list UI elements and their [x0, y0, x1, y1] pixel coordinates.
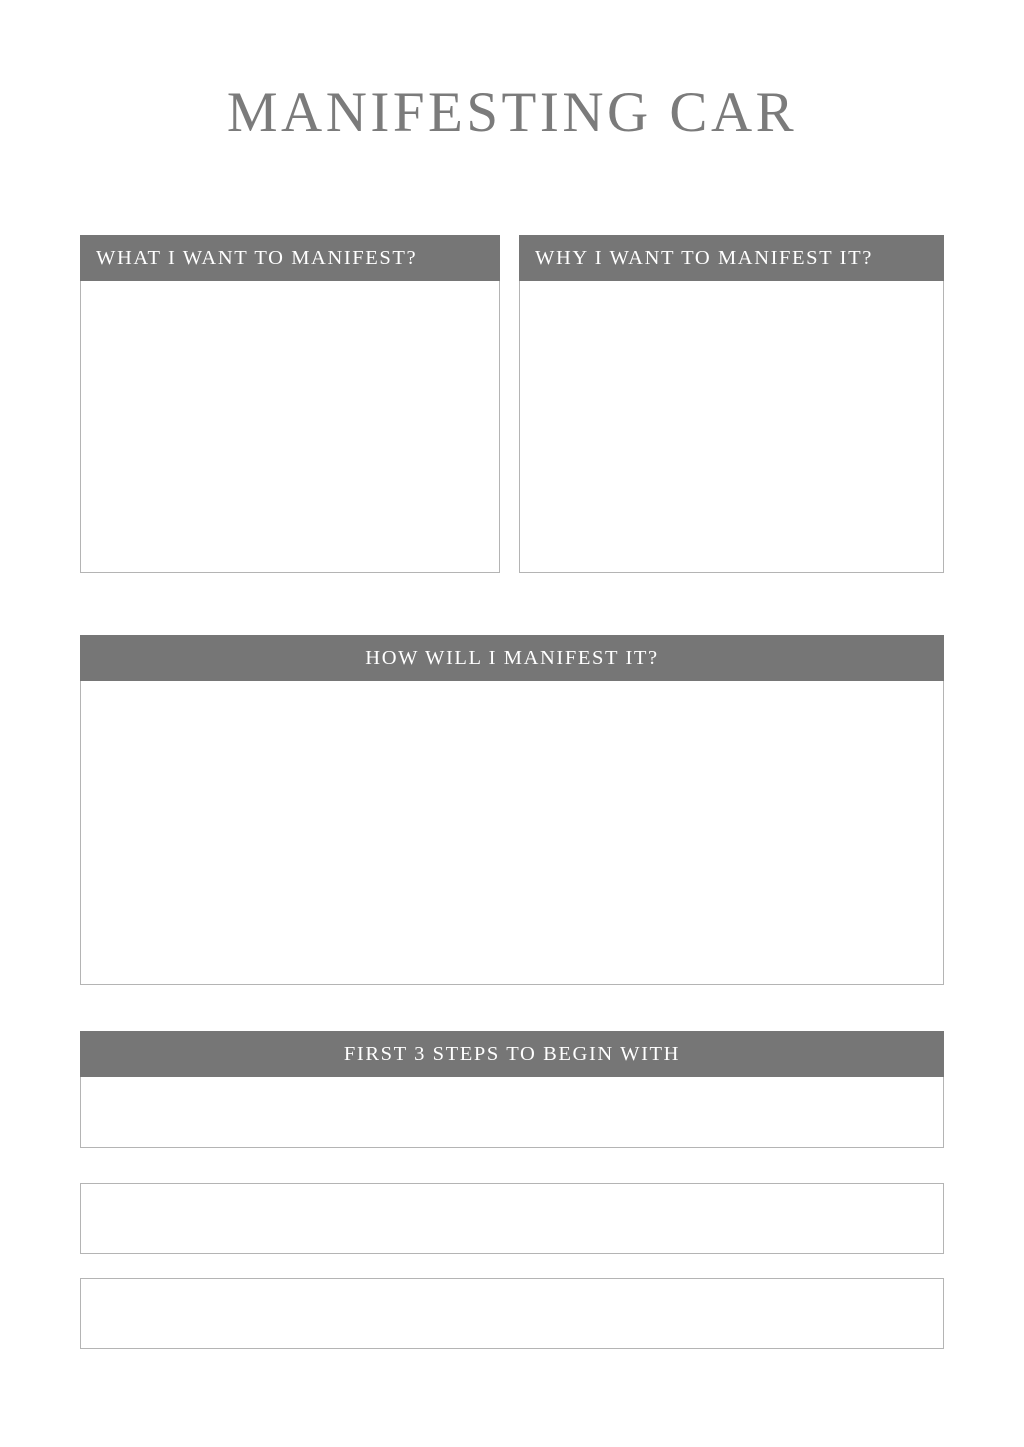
section-answer-what[interactable] [80, 281, 500, 573]
step-field-2[interactable] [80, 1183, 944, 1254]
step-field-3[interactable] [80, 1278, 944, 1349]
section-what-i-want-to-manifest [80, 235, 500, 573]
section-header-why: WHY I WANT TO MANIFEST IT? [519, 235, 944, 281]
section-first-3-steps [80, 1031, 944, 1148]
page-title: MANIFESTING CAR [226, 81, 798, 144]
step-field-1[interactable] [80, 1077, 944, 1148]
section-why-i-want-to-manifest-it [519, 235, 944, 573]
section-answer-why[interactable] [519, 281, 944, 573]
section-header-first-3-steps: FIRST 3 STEPS TO BEGIN WITH [80, 1031, 944, 1077]
section-answer-how[interactable] [80, 681, 944, 985]
section-how-will-i-manifest-it [80, 635, 944, 985]
section-header-what: WHAT I WANT TO MANIFEST? [80, 235, 500, 281]
section-header-how: HOW WILL I MANIFEST IT? [80, 635, 944, 681]
